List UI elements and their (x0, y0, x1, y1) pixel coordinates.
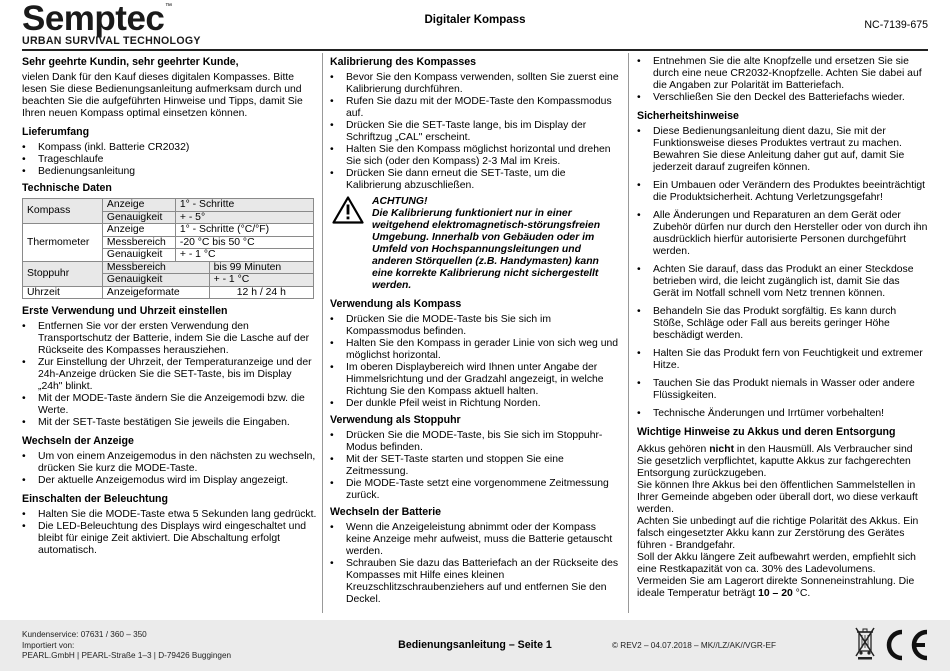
intro-text: vielen Dank für den Kauf dieses digitalen Kompasses. Bitte lesen Sie diese Bedienungsanleitung aufmerksam durch und beachten Sie die aufgeführten Hinweise und Tipps, damit Sie Ihren neuen Kompass optimal einsetzen können. (22, 72, 303, 119)
compass-use-list (330, 314, 622, 410)
warning-title: ACHTUNG! (372, 196, 428, 207)
safety-list (637, 126, 928, 420)
light-list (22, 509, 317, 557)
crossed-bin-icon (855, 626, 875, 664)
document-title: Digitaler Kompass (424, 14, 526, 26)
section-heading-wechsel-anzeige: Wechseln der Anzeige (22, 435, 134, 447)
section-heading-kompass: Verwendung als Kompass (330, 298, 462, 310)
table-row (23, 286, 314, 299)
list-item: • Der aktuelle Anzeigemodus wird im Display angezeigt. (22, 475, 317, 487)
greeting: Sehr geehrte Kundin, sehr geehrter Kunde, (22, 56, 239, 68)
list-item: • Die LED-Beleuchtung des Displays wird eingeschaltet und bleibt für einige Zeit aktiviert. Die Abschaltung erfolgt automatisch. (22, 521, 317, 557)
importer-address: PEARL.GmbH | PEARL-Straße 1–3 | D-79426 Buggingen (22, 651, 232, 660)
customer-service: Kundenservice: 07631 / 360 – 350 (22, 630, 147, 639)
delivery-list (22, 142, 317, 178)
table-row (23, 224, 314, 237)
list-item: • Behandeln Sie das Produkt sorgfältig. Es kann durch Stöße, Schläge oder Fall aus bereits geringer Höhe beschädigt werden. (637, 306, 928, 342)
list-item: • Tauchen Sie das Produkt niemals in Wasser oder andere Flüssigkeiten. (637, 378, 928, 402)
warning-text: Die Kalibrierung funktioniert nur in einer weitgehend elektromagnetisch-störungsfreien Umgebung. Innerhalb von Gebäuden oder im Umfeld von Hochspannungsleitungen und anderen Störquellen (z.B. Handymasten) kann eine korrekte Kalibrierung nicht sichergestellt werden. (372, 208, 601, 291)
column-divider (628, 53, 629, 613)
table-cell: Messbereich (102, 261, 209, 274)
warning-triangle-icon (332, 196, 364, 228)
list-item: • Kompass (inkl. Batterie CR2032) (22, 142, 317, 154)
table-cell: Thermometer (23, 224, 103, 262)
battery-list (330, 522, 622, 606)
list-item: • Halten Sie das Produkt fern von Feuchtigkeit und extremer Hitze. (637, 348, 928, 372)
akku-text: Vermeiden Sie am Lagerort direkte Sonneneinstrahlung. Die ideale Temperatur beträgt (637, 576, 915, 599)
akku-text: in den Hausmüll. Als Verbraucher sind Sie gesetzlich verpflichtet, kaputte Akkus zur fachgerechten Entsorgung zurückzugeben. (637, 444, 913, 479)
list-item: • Um von einem Anzeigemodus in den nächsten zu wechseln, drücken Sie kurz die MODE-Taste. (22, 451, 317, 475)
section-heading-lieferumfang: Lieferumfang (22, 126, 90, 138)
table-cell: Genauigkeit (102, 249, 175, 262)
akku-paragraph: Sie können Ihre Akkus bei den öffentlichen Sammelstellen in Ihrer Gemeinde abgeben oder überall dort, wo diese verkauft werden. (637, 480, 918, 515)
list-item: • Mit der SET-Taste starten und stoppen Sie eine Zeitmessung. (330, 454, 622, 478)
importer-label: Importiert von: (22, 640, 75, 650)
list-item: • Bevor Sie den Kompass verwenden, sollten Sie zuerst eine Kalibrierung durchführen. (330, 72, 622, 96)
product-code: NC-7139-675 (864, 19, 928, 31)
list-item: • Ein Umbauen oder Verändern des Produktes beeinträchtigt die Produktsicherheit. Achtung Verletzungsgefahr! (637, 180, 928, 204)
akku-paragraph: Achten Sie unbedingt auf die richtige Polarität des Akkus. Ein falsch eingesetzter Akku kann zur Zerstörung des Gerätes führen - Brandgefahr. (637, 516, 919, 551)
table-cell: bis 99 Minuten (209, 261, 313, 274)
table-cell: + - 1 °C (175, 249, 313, 262)
table-cell: Stoppuhr (23, 261, 103, 286)
akku-paragraph (637, 576, 928, 600)
table-row (23, 199, 314, 212)
footer-contact (22, 630, 231, 662)
section-heading-tech: Technische Daten (22, 182, 112, 194)
list-item: • Drücken Sie die MODE-Taste, bis Sie sich im Stoppuhr-Modus befinden. (330, 430, 622, 454)
table-cell: Genauigkeit (102, 274, 209, 287)
brand-logo (22, 2, 201, 47)
list-item: • Die MODE-Taste setzt eine vorgenommene Zeitmessung zurück. (330, 478, 622, 502)
table-cell: -20 °C bis 50 °C (175, 236, 313, 249)
list-item: • Schrauben Sie dazu das Batteriefach an der Rückseite des Kompasses mit Hilfe eines kleinen Kreuzschlitzschraubenziehers auf und entfernen Sie den Deckel. (330, 558, 622, 606)
list-item: • Mit der SET-Taste bestätigen Sie jeweils die Eingaben. (22, 417, 317, 429)
section-heading-beleuchtung: Einschalten der Beleuchtung (22, 493, 168, 505)
list-item: • Entnehmen Sie die alte Knopfzelle und ersetzen Sie sie durch eine neue CR2032-Knopfzelle. Achten Sie dabei auf die Angaben zur Polarität im Batteriefach. (637, 56, 928, 92)
list-item: • Achten Sie darauf, dass das Produkt an einer Steckdose betrieben wird, die leicht zugänglich ist, damit Sie das Gerät im Notfall schnell vom Netz trennen können. (637, 264, 928, 300)
list-item: • Trageschlaufe (22, 154, 317, 166)
column-middle (330, 56, 622, 610)
table-cell: Anzeige (102, 199, 175, 212)
battery-list-continued (637, 56, 928, 104)
column-left (22, 56, 317, 561)
page-label: Bedienungsanleitung – Seite 1 (398, 639, 552, 651)
column-right (637, 56, 928, 600)
table-cell: Genauigkeit (102, 211, 175, 224)
table-cell: Anzeige (102, 224, 175, 237)
page-header (0, 0, 950, 50)
section-heading-akkus: Wichtige Hinweise zu Akkus und deren Entsorgung (637, 426, 896, 438)
table-cell: Uhrzeit (23, 286, 103, 299)
list-item: • Halten Sie den Kompass in gerader Linie von sich weg und möglichst horizontal. (330, 338, 622, 362)
stopwatch-list (330, 430, 622, 502)
section-heading-batterie: Wechseln der Batterie (330, 506, 442, 518)
akku-text: °C. (792, 588, 811, 599)
table-cell: 12 h / 24 h (209, 286, 313, 299)
list-item: • Wenn die Anzeigeleistung abnimmt oder der Kompass keine Anzeige mehr aufweist, muss die Batterie getauscht werden. (330, 522, 622, 558)
revision-info: © REV2 – 04.07.2018 – MK//LZ/AK//VGR-EF (612, 641, 776, 650)
section-heading-stoppuhr: Verwendung als Stoppuhr (330, 414, 461, 426)
list-item: • Drücken Sie die MODE-Taste bis Sie sich im Kompassmodus befinden. (330, 314, 622, 338)
list-item: • Mit der MODE-Taste ändern Sie die Anzeigemodi bzw. die Werte. (22, 393, 317, 417)
list-item: • Verschließen Sie den Deckel des Batteriefachs wieder. (637, 92, 928, 104)
akku-text: Akkus gehören (637, 444, 710, 455)
list-item: • Halten Sie den Kompass möglichst horizontal und drehen Sie sich (oder den Kompass) 2-3 Mal im Kreis. (330, 144, 622, 168)
list-item: • Halten Sie die MODE-Taste etwa 5 Sekunden lang gedrückt. (22, 509, 317, 521)
table-cell: + - 1 °C (209, 274, 313, 287)
tech-table (22, 198, 314, 299)
first-use-list (22, 321, 317, 429)
list-item: • Bedienungsanleitung (22, 166, 317, 178)
section-heading-kalibrierung: Kalibrierung des Kompasses (330, 56, 477, 68)
column-divider (322, 53, 323, 613)
akku-emphasis: 10 – 20 (758, 588, 793, 599)
page-footer (0, 620, 950, 671)
list-item: • Technische Änderungen und Irrtümer vorbehalten! (637, 408, 928, 420)
ce-mark (880, 629, 930, 665)
list-item: • Zur Einstellung der Uhrzeit, der Temperaturanzeige und der 24h-Anzeige drücken Sie die SET-Taste, bis im Display „24h" blinkt. (22, 357, 317, 393)
table-cell: 1° - Schritte (°C/°F) (175, 224, 313, 237)
akku-paragraph: Soll der Akku längere Zeit aufbewahrt werden, empfiehlt sich eine Restkapazität von ca. 30% des Ladevolumens. (637, 552, 916, 575)
table-cell: Anzeigeformate (102, 286, 209, 299)
akku-emphasis: nicht (709, 444, 735, 455)
section-heading-sicherheit: Sicherheitshinweise (637, 110, 739, 122)
table-cell: 1° - Schritte (175, 199, 313, 212)
list-item: • Entfernen Sie vor der ersten Verwendung den Transportschutz der Batterie, indem Sie die Lasche auf der Rückseite des Kompasses herausziehen. (22, 321, 317, 357)
display-switch-list (22, 451, 317, 487)
akku-paragraph (637, 444, 928, 480)
table-row (23, 261, 314, 274)
section-heading-erste: Erste Verwendung und Uhrzeit einstellen (22, 305, 228, 317)
list-item: • Drücken Sie die SET-Taste lange, bis im Display der Schriftzug „CAL" erscheint. (330, 120, 622, 144)
list-item: • Der dunkle Pfeil weist in Richtung Norden. (330, 398, 622, 410)
brand-name: Semptec (22, 0, 165, 38)
list-item: • Diese Bedienungsanleitung dient dazu, Sie mit der Funktionsweise dieses Produktes vertraut zu machen. Bewahren Sie diese Anleitung daher gut auf, damit Sie jederzeit darauf zugreifen können. (637, 126, 928, 174)
table-cell: + - 5° (175, 211, 313, 224)
table-cell: Messbereich (102, 236, 175, 249)
brand-tagline: URBAN SURVIVAL TECHNOLOGY (22, 35, 201, 47)
calibration-list (330, 72, 622, 192)
trademark-sign: ™ (165, 3, 172, 10)
header-divider (22, 49, 928, 51)
list-item: • Alle Änderungen und Reparaturen an dem Gerät oder Zubehör dürfen nur durch den Hersteller oder von durch ihn ausdrücklich hierfür autorisierte Personen durchgeführt werden. (637, 210, 928, 258)
list-item: • Im oberen Displaybereich wird Ihnen unter Angabe der Himmelsrichtung und der Gradzahl angezeigt, in welche Richtung Sie den Kompass aktuell halten. (330, 362, 622, 398)
warning-box (330, 196, 622, 292)
table-cell: Kompass (23, 199, 103, 224)
list-item: • Rufen Sie dazu mit der MODE-Taste den Kompassmodus auf. (330, 96, 622, 120)
list-item: • Drücken Sie dann erneut die SET-Taste, um die Kalibrierung abzuschließen. (330, 168, 622, 192)
